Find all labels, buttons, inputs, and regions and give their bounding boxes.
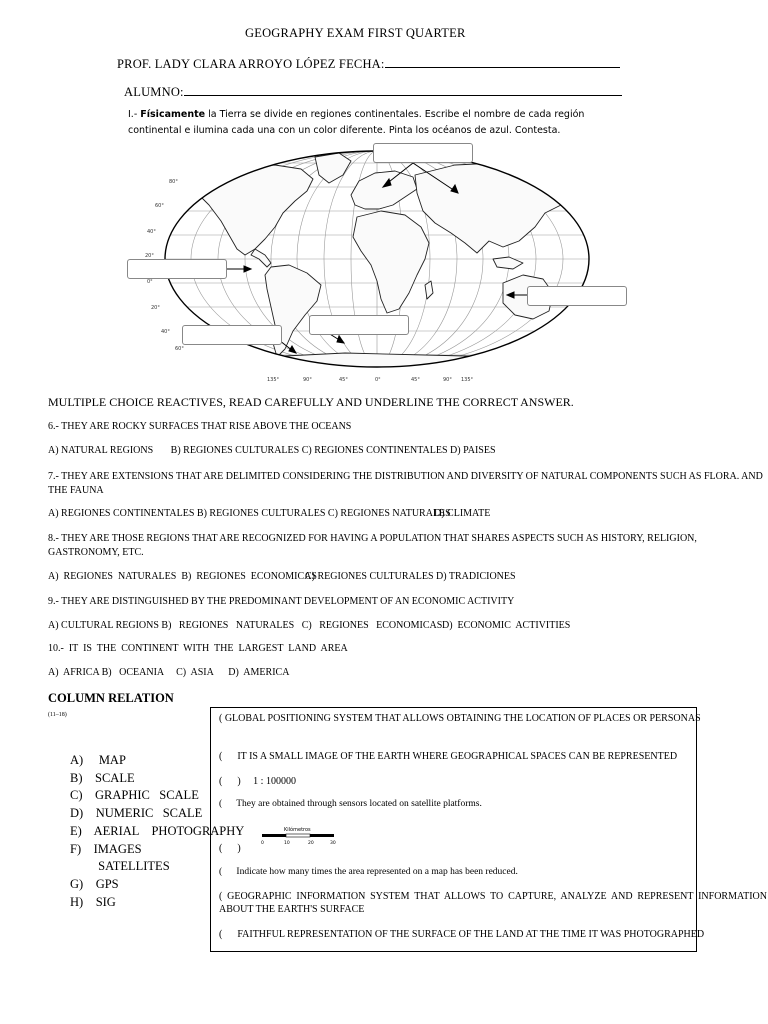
scale-tick: 0 [261, 841, 264, 846]
column-relation-title: COLUMN RELATION [48, 691, 174, 705]
answers-9[interactable]: A) CULTURAL REGIONS B) REGIONES NATURALES C) REGIONES ECONOMICAS [48, 620, 443, 631]
teacher-name: PROF. LADY CLARA ARROYO LÓPEZ FECHA: [117, 57, 385, 71]
greenland-shape [315, 153, 351, 183]
answers-6[interactable]: A) NATURAL REGIONS B) REGIONES CULTURALES C) REGIONES CONTINENTALES D) PAISES [48, 445, 496, 456]
option-h: H) SIG [70, 894, 116, 909]
answers-10[interactable]: A) AFRICA B) OCEANIA C) ASIA D) AMERICA [48, 667, 290, 678]
europe-shape [351, 171, 417, 209]
exam-title: GEOGRAPHY EXAM FIRST QUARTER [245, 26, 466, 40]
scale-bar-icon [258, 825, 338, 849]
relation-row-8[interactable]: ( FAITHFUL REPRESENTATION OF THE SURFACE OF THE LAND AT THE TIME IT WAS PHOTOGRAPHED [219, 929, 705, 940]
africa-shape [353, 211, 429, 313]
arrow-head-icon [289, 346, 296, 353]
relation-row-3[interactable]: ( ) 1 : 100000 [219, 776, 296, 787]
answers-7[interactable]: A) REGIONES CONTINENTALES B) REGIONES CULTURALES C) REGIONES NATURALES [48, 508, 451, 519]
lat-label: 20° [151, 305, 160, 311]
lon-label: 45° [339, 377, 348, 383]
instruction-line2: continental e ilumina cada una con un color diferente. Pinta los océanos de azul. Contesta. [128, 125, 561, 136]
continent-label-box-bottom-center[interactable] [309, 315, 409, 335]
scale-tick: 30 [330, 841, 336, 846]
continent-label-box-left[interactable] [127, 259, 227, 279]
world-map [125, 143, 630, 385]
question-8: 8.- THEY ARE THOSE REGIONS THAT ARE RECOGNIZED FOR HAVING A POPULATION THAT SHARES ASPECTS SUCH AS HISTORY, RELIGION, GASTRONOMY, ETC. [48, 533, 697, 558]
lon-label: 135° [267, 377, 280, 383]
relation-row-2[interactable]: ( IT IS A SMALL IMAGE OF THE EARTH WHERE GEOGRAPHICAL SPACES CAN BE REPRESENTED [219, 751, 678, 762]
option-g: G) GPS [70, 876, 119, 891]
instruction-bold-word: Físicamente [140, 109, 206, 120]
scale-bar-title: Kilómetros [284, 827, 311, 833]
answers-9-overlap[interactable]: D) ECONOMIC ACTIVITIES [442, 620, 571, 631]
date-blank[interactable] [385, 55, 620, 68]
question-9: 9.- THEY ARE DISTINGUISHED BY THE PREDOMINANT DEVELOPMENT OF AN ECONOMIC ACTIVITY [48, 596, 515, 607]
question-6: 6.- THEY ARE ROCKY SURFACES THAT RISE ABOVE THE OCEANS [48, 421, 352, 432]
lat-label: 60° [175, 346, 184, 352]
option-b: B) SCALE [70, 770, 135, 785]
instruction-line1: la Tierra se divide en regiones continentales. Escribe el nombre de cada región [205, 109, 585, 120]
continent-label-box-top[interactable] [373, 143, 473, 163]
arrow-head-icon [244, 266, 251, 272]
lon-label: 45° [411, 377, 420, 383]
relation-row-4[interactable]: ( They are obtained through sensors located on satellite platforms. [219, 799, 482, 809]
student-line [124, 83, 622, 100]
question-7: 7.- THEY ARE EXTENSIONS THAT ARE DELIMITED CONSIDERING THE DISTRIBUTION AND DIVERSITY OF NATURAL COMPONENTS SUCH AS FLORA. AND THE FAUNA [48, 471, 763, 496]
relation-row-5[interactable]: ( ) [219, 843, 241, 854]
north-america-shape [195, 165, 313, 255]
option-c: C) GRAPHIC SCALE [70, 788, 199, 803]
question-10: 10.- IT IS THE CONTINENT WITH THE LARGEST LAND AREA [48, 643, 348, 654]
lat-label: 0° [147, 279, 153, 285]
map-instruction [128, 107, 588, 139]
asia-shape [415, 163, 573, 253]
option-e: E) AERIAL PHOTOGRAPHY [70, 823, 245, 838]
lat-label: 20° [145, 253, 154, 259]
scale-tick: 20 [308, 841, 314, 846]
continent-label-box-right[interactable] [527, 286, 627, 306]
lon-label: 90° [303, 377, 312, 383]
scale-tick: 10 [284, 841, 290, 846]
continent-label-box-bottom-left[interactable] [182, 325, 282, 345]
relation-row-6[interactable]: ( Indicate how many times the area represented on a map has been reduced. [219, 867, 518, 877]
option-f: F) IMAGES [70, 841, 142, 856]
lat-label: 80° [169, 179, 178, 185]
lon-label: 0° [375, 377, 381, 383]
scale-bar-graphic [258, 825, 338, 849]
madagascar-shape [425, 281, 433, 299]
answers-8[interactable]: A) REGIONES NATURALES B) REGIONES ECONOMICAS [48, 571, 317, 582]
student-name-blank[interactable] [184, 83, 622, 96]
instruction-number: I.- [128, 109, 138, 120]
student-label: ALUMNO: [124, 85, 184, 99]
column-relation-range: (11–18) [48, 712, 67, 718]
multiple-choice-title: MULTIPLE CHOICE REACTIVES, READ CAREFULLY AND UNDERLINE THE CORRECT ANSWER. [48, 395, 574, 409]
option-f-continued: SATELLITES [70, 859, 170, 874]
lat-label: 40° [161, 329, 170, 335]
lon-label: 90° [443, 377, 452, 383]
option-d: D) NUMERIC SCALE [70, 806, 203, 821]
central-america-shape [251, 249, 271, 267]
teacher-line [117, 55, 620, 72]
lon-label: 135° [461, 377, 474, 383]
lat-label: 60° [155, 203, 164, 209]
relation-row-7[interactable]: ( GEOGRAPHIC INFORMATION SYSTEM THAT ALLOWS TO CAPTURE, ANALYZE AND REPRESENT INFORMATION ABOUT THE EARTH'S SURFACE [219, 891, 767, 915]
option-a: A) MAP [70, 753, 126, 767]
lat-label: 40° [147, 229, 156, 235]
relation-row-1[interactable]: ( GLOBAL POSITIONING SYSTEM THAT ALLOWS OBTAINING THE LOCATION OF PLACES OR PERSONAS [219, 713, 701, 724]
answers-8-overlap[interactable]: C) REGIONES CULTURALES D) TRADICIONES [305, 571, 516, 582]
answers-7-overlap[interactable]: D) CLIMATE [434, 508, 491, 519]
antarctica-shape [205, 353, 565, 385]
